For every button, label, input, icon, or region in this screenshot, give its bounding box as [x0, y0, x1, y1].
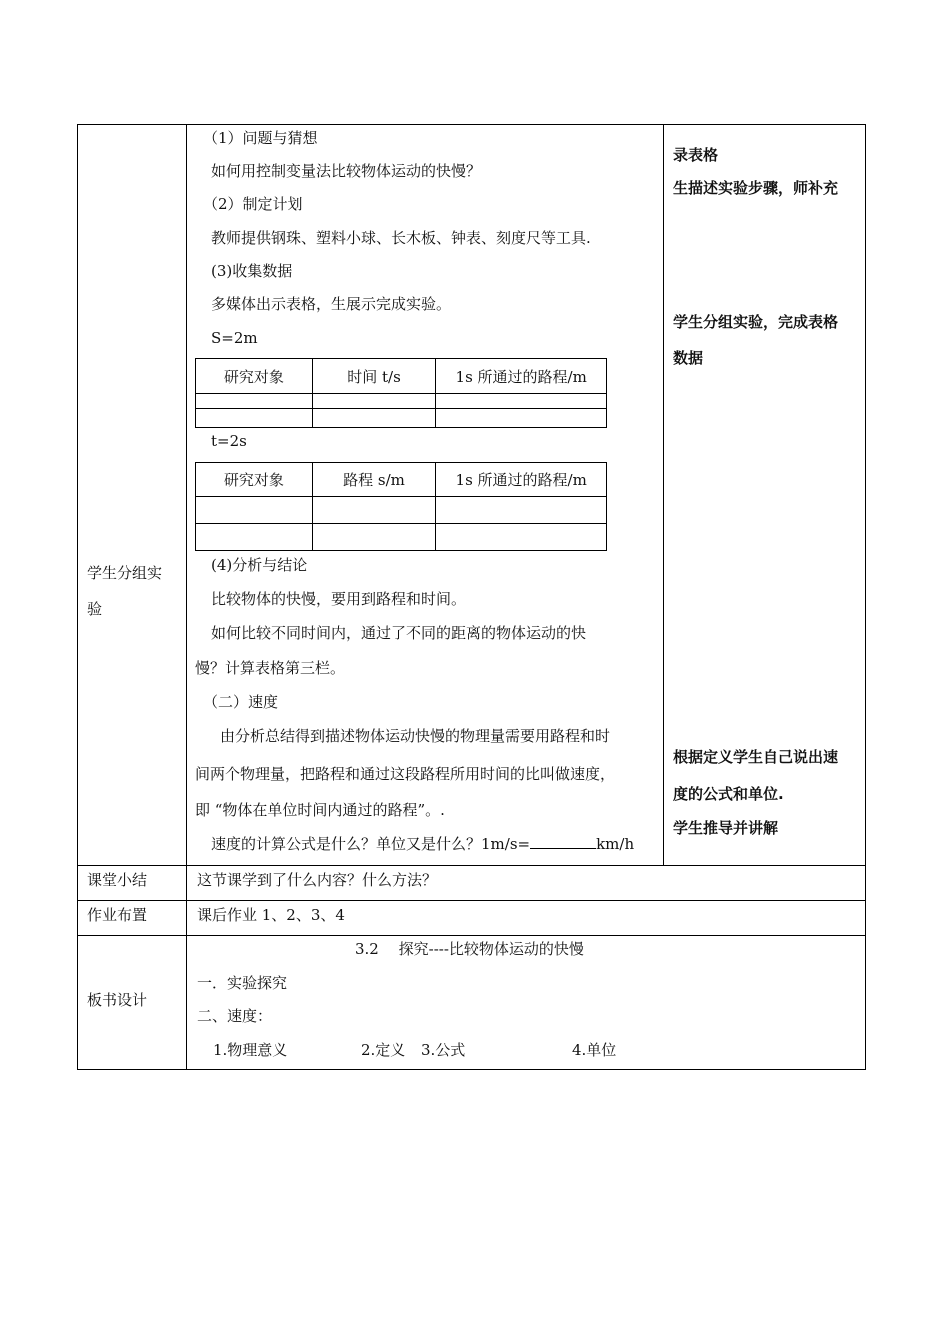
board-item: 2.定义: [361, 1041, 406, 1059]
note: 数据: [673, 349, 704, 367]
label-board-design: 板书设计: [87, 991, 148, 1009]
table-header: 研究对象: [196, 359, 313, 394]
paragraph: 教师提供钢珠、塑料小球、长木板、钟表、刻度尺等工具.: [211, 229, 591, 247]
section-collect: (3)收集数据: [211, 262, 293, 280]
column-divider-left: [186, 124, 187, 1070]
paragraph: 比较物体的快慢，要用到路程和时间。: [211, 590, 467, 608]
table-row: [196, 497, 607, 524]
data-table-1: [195, 358, 607, 428]
board-line: 一．实验探究: [197, 974, 288, 992]
data-table-2: [195, 462, 607, 551]
board-item: 1.物理意义: [213, 1041, 288, 1059]
row-divider: [77, 935, 866, 936]
question-text: 速度的计算公式是什么？单位又是什么？1m/s=: [211, 835, 531, 853]
row-divider: [77, 865, 866, 866]
summary-text: 这节课学到了什么内容？什么方法？: [197, 871, 438, 889]
label-summary: 课堂小结: [87, 871, 148, 889]
board-line: 二、速度：: [197, 1007, 273, 1025]
note: 度的公式和单位.: [673, 785, 784, 803]
section-question: （1）问题与猜想: [203, 129, 318, 147]
note: 生描述实验步骤，师补充: [673, 179, 839, 197]
table-row: [196, 524, 607, 551]
board-item: 3.公式: [421, 1041, 466, 1059]
column-divider-right: [663, 124, 664, 865]
question-line: [211, 834, 634, 854]
table-header: 1s 所通过的路程/m: [436, 359, 607, 394]
note: 录表格: [673, 146, 719, 164]
note: 学生推导并讲解: [673, 819, 779, 837]
table-row: [196, 409, 607, 428]
label-group-experiment-cont: 验: [87, 600, 103, 618]
table-row: [196, 394, 607, 409]
unit-text: km/h: [596, 835, 635, 853]
condition-label: S=2m: [211, 329, 258, 347]
lesson-plan-table: [77, 124, 866, 1070]
paragraph: 多媒体出示表格，生展示完成实验。: [211, 295, 452, 313]
paragraph: 如何用控制变量法比较物体运动的快慢？: [211, 162, 482, 180]
paragraph: 慢？计算表格第三栏。: [195, 659, 346, 677]
section-plan: （2）制定计划: [203, 195, 303, 213]
board-item: 4.单位: [572, 1041, 617, 1059]
label-group-experiment: 学生分组实: [87, 564, 163, 582]
homework-text: 课后作业 1、2、3、4: [197, 906, 345, 924]
section-analysis: (4)分析与结论: [211, 556, 308, 574]
note: 学生分组实验，完成表格: [673, 313, 839, 331]
table-header: 研究对象: [196, 463, 313, 497]
answer-blank: [530, 834, 596, 849]
paragraph: 如何比较不同时间内，通过了不同的距离的物体运动的快: [211, 624, 587, 642]
note: 根据定义学生自己说出速: [673, 748, 839, 766]
table-header: 路程 s/m: [312, 463, 436, 497]
condition-label: t=2s: [211, 432, 247, 450]
row-divider: [77, 900, 866, 901]
section-speed: （二）速度: [203, 693, 279, 711]
paragraph: 即 “物体在单位时间内通过的路程”。.: [195, 801, 445, 819]
label-homework: 作业布置: [87, 906, 148, 924]
board-title: 3.2 探究----比较物体运动的快慢: [355, 940, 584, 958]
table-header: 1s 所通过的路程/m: [436, 463, 607, 497]
paragraph: 由分析总结得到描述物体运动快慢的物理量需要用路程和时: [220, 727, 611, 745]
table-header: 时间 t/s: [312, 359, 436, 394]
paragraph: 间两个物理量，把路程和通过这段路程所用时间的比叫做速度，: [195, 765, 616, 783]
